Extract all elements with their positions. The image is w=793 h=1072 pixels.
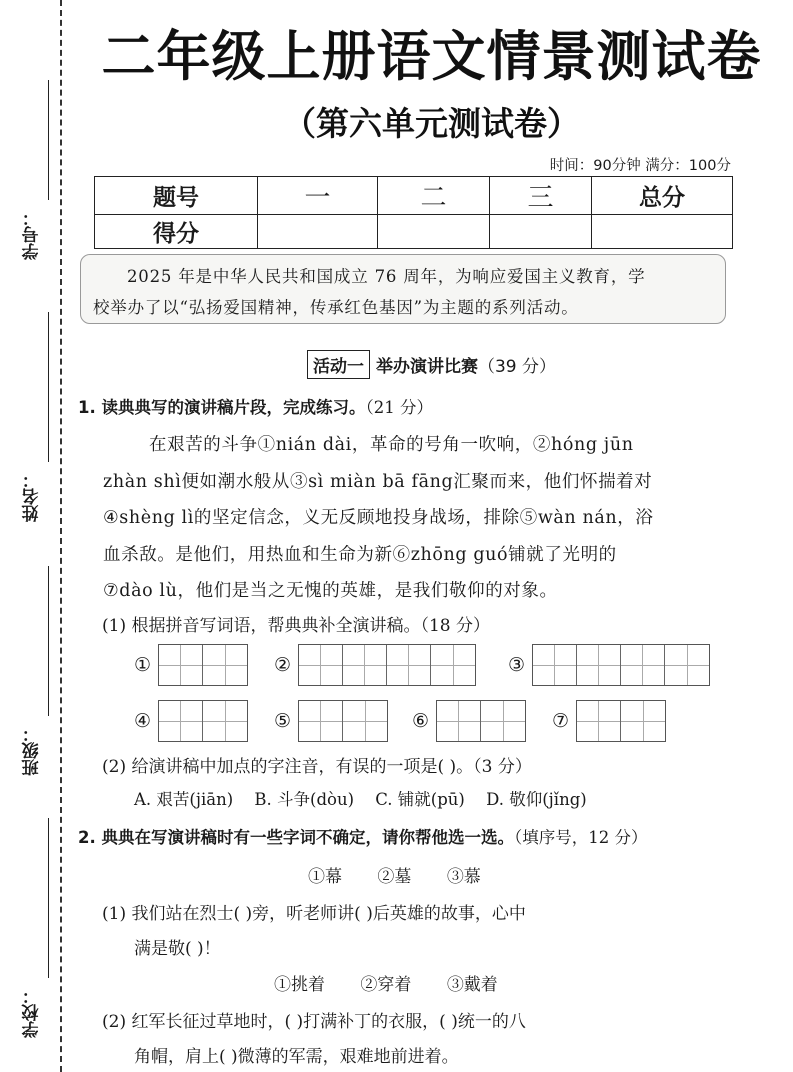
name-field[interactable] xyxy=(20,312,44,522)
activity-score: （39 分） xyxy=(477,357,557,377)
question-1-text: 1. 读典典写的演讲稿片段，完成练习。 xyxy=(78,398,366,417)
activity-header xyxy=(70,350,793,379)
score-cell[interactable] xyxy=(258,215,378,249)
choice-set-1 xyxy=(308,862,511,887)
write-box[interactable] xyxy=(533,645,577,685)
intro-line: 2025 年是中华人民共和国成立 76 周年，为响应爱国主义教育，学 xyxy=(127,267,646,286)
write-box[interactable] xyxy=(481,701,525,741)
grid-label: ② xyxy=(274,654,292,676)
grid-label: ① xyxy=(134,654,152,676)
passage-line: 血杀敌。是他们，用热血和生命为新⑥zhōng guó铺就了光明的 xyxy=(103,544,617,565)
grid-label: ④ xyxy=(134,710,152,732)
score-cell[interactable] xyxy=(378,215,490,249)
score-cell[interactable] xyxy=(592,215,733,249)
grid-label: ⑦ xyxy=(552,710,570,732)
answer-grid-4[interactable] xyxy=(134,700,248,742)
question-2-text: 2. 典典在写演讲稿时有一些字词不确定，请你帮他选一选。 xyxy=(78,828,514,847)
page-title: 二年级上册语文情景测试卷 xyxy=(101,25,762,88)
choice-item: ②墓 xyxy=(377,867,412,887)
question-2-points: （填序号，12 分） xyxy=(514,828,648,847)
intro-line: 校举办了以“弘扬爱国精神，传承红色基因”为主题的系列活动。 xyxy=(93,298,579,317)
choice-set-2 xyxy=(274,970,528,995)
write-box[interactable] xyxy=(577,645,621,685)
answer-grid-5[interactable] xyxy=(274,700,388,742)
speech-passage xyxy=(103,427,751,610)
activity-title: 举办演讲比赛 xyxy=(375,357,478,377)
binding-dashed-line xyxy=(60,0,62,1072)
school-field[interactable] xyxy=(20,818,44,1040)
write-box[interactable] xyxy=(299,645,343,685)
question-1-sub-2: (2) 给演讲稿中加点的字注音，有误的一项是( )。（3 分） xyxy=(102,757,532,777)
score-cell[interactable] xyxy=(490,215,592,249)
write-box[interactable] xyxy=(621,645,665,685)
question-2-sub-2-line-1: (2) 红军长征过草地时，( )打满补丁的衣服，( )统一的八 xyxy=(102,1012,526,1032)
question-2-sub-2-line-2: 角帽，肩上( )微薄的军需，艰难地前进着。 xyxy=(134,1047,459,1067)
question-1-points: （21 分） xyxy=(365,398,433,417)
write-box[interactable] xyxy=(159,701,203,741)
question-2-sub-1-line-2: 满是敬( )！ xyxy=(134,939,221,959)
question-1-options xyxy=(134,786,603,810)
student-id-line xyxy=(48,80,49,200)
passage-line: ④shèng lì的坚定信念，义无反顾地投身战场，排除⑤wàn nán，浴 xyxy=(103,508,654,528)
write-box[interactable] xyxy=(431,645,475,685)
question-1-sub-1: (1) 根据拼音写词语，帮典典补全演讲稿。（18 分） xyxy=(102,616,491,636)
write-box[interactable] xyxy=(159,645,203,685)
write-box[interactable] xyxy=(437,701,481,741)
write-box[interactable] xyxy=(343,645,387,685)
class-label: 班级： xyxy=(22,725,43,777)
score-header-cell: 一 xyxy=(258,177,378,215)
option-a[interactable]: A. 艰苦(jiān) xyxy=(134,790,234,809)
option-b[interactable]: B. 斗争(dòu) xyxy=(254,790,355,809)
write-box[interactable] xyxy=(343,701,387,741)
class-line xyxy=(48,566,49,716)
answer-grid-6[interactable] xyxy=(412,700,526,742)
score-header-cell: 总分 xyxy=(592,177,733,215)
choice-item: ③戴着 xyxy=(446,975,498,995)
choice-item: ①挑着 xyxy=(274,975,325,995)
class-field[interactable] xyxy=(20,566,44,776)
question-1-title xyxy=(78,394,433,418)
answer-grid-1[interactable] xyxy=(134,644,248,686)
passage-line: 在艰苦的斗争①nián dài，革命的号角一吹响，②hóng jūn xyxy=(149,435,634,455)
school-label: 学校： xyxy=(22,987,43,1039)
answer-grid-2[interactable] xyxy=(274,644,476,686)
name-line xyxy=(48,312,49,462)
option-c[interactable]: C. 铺就(pū) xyxy=(375,790,465,809)
student-id-label: 学号： xyxy=(22,209,43,261)
write-box[interactable] xyxy=(577,701,621,741)
time-info: 时间：90分钟 满分：100分 xyxy=(549,158,731,174)
write-box[interactable] xyxy=(665,645,709,685)
question-2-title xyxy=(78,824,648,848)
passage-line: ⑦dào lù，他们是当之无愧的英雄，是我们敬仰的对象。 xyxy=(103,581,558,601)
write-box[interactable] xyxy=(203,701,247,741)
score-header-cell: 二 xyxy=(378,177,490,215)
intro-box xyxy=(80,254,726,324)
option-d[interactable]: D. 敬仰(jǐng) xyxy=(486,790,587,809)
write-box[interactable] xyxy=(387,645,431,685)
grid-label: ⑥ xyxy=(412,710,430,732)
grid-label: ⑤ xyxy=(274,710,292,732)
score-table-header-row xyxy=(95,177,733,215)
score-table xyxy=(94,176,733,249)
score-row-label: 得分 xyxy=(95,215,258,249)
write-box[interactable] xyxy=(299,701,343,741)
name-label: 姓名： xyxy=(22,471,43,523)
passage-line: zhàn shì便如潮水般从③sì miàn bā fāng汇聚而来，他们怀揣着对 xyxy=(103,471,653,492)
student-id-field[interactable] xyxy=(20,80,44,270)
question-2-sub-1-line-1: (1) 我们站在烈士( )旁，听老师讲( )后英雄的故事，心中 xyxy=(102,904,526,924)
write-box[interactable] xyxy=(203,645,247,685)
page-subtitle: （第六单元测试卷） xyxy=(283,104,580,143)
choice-item: ③慕 xyxy=(446,867,481,887)
score-header-cell: 题号 xyxy=(95,177,258,215)
choice-item: ①幕 xyxy=(308,867,342,887)
answer-grid-3[interactable] xyxy=(508,644,710,686)
activity-tag: 活动一 xyxy=(307,350,370,379)
choice-item: ②穿着 xyxy=(360,975,412,995)
score-header-cell: 三 xyxy=(490,177,592,215)
write-box[interactable] xyxy=(621,701,665,741)
answer-grid-7[interactable] xyxy=(552,700,666,742)
binding-strip xyxy=(0,0,64,1072)
score-table-score-row xyxy=(95,215,733,249)
grid-label: ③ xyxy=(508,654,526,676)
school-line xyxy=(48,818,49,978)
